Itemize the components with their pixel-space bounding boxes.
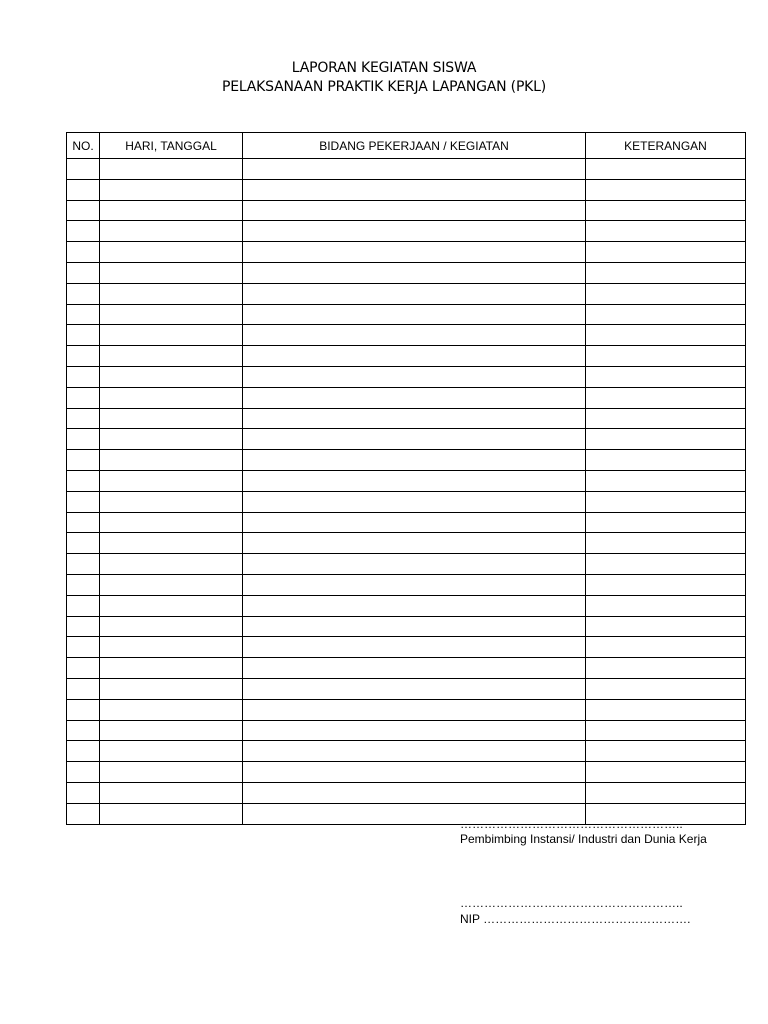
cell-activity xyxy=(243,242,586,263)
cell-no xyxy=(67,450,100,471)
cell-activity xyxy=(243,408,586,429)
table-row xyxy=(67,637,746,658)
table-row xyxy=(67,533,746,554)
cell-no xyxy=(67,678,100,699)
table-row xyxy=(67,200,746,221)
cell-notes xyxy=(586,637,746,658)
cell-date xyxy=(100,678,243,699)
table-row xyxy=(67,512,746,533)
cell-activity xyxy=(243,533,586,554)
cell-date xyxy=(100,574,243,595)
cell-no xyxy=(67,699,100,720)
table-row xyxy=(67,283,746,304)
cell-no xyxy=(67,283,100,304)
cell-date xyxy=(100,720,243,741)
cell-no xyxy=(67,762,100,783)
cell-notes xyxy=(586,346,746,367)
table-row xyxy=(67,346,746,367)
cell-notes xyxy=(586,741,746,762)
cell-date xyxy=(100,616,243,637)
cell-activity xyxy=(243,325,586,346)
table-row xyxy=(67,179,746,200)
cell-notes xyxy=(586,616,746,637)
cell-date xyxy=(100,242,243,263)
cell-activity xyxy=(243,699,586,720)
cell-activity xyxy=(243,304,586,325)
cell-no xyxy=(67,200,100,221)
cell-date xyxy=(100,346,243,367)
cell-date xyxy=(100,408,243,429)
signature-nip: NIP ……………………………………………. xyxy=(460,912,691,926)
cell-activity xyxy=(243,595,586,616)
header-activity: BIDANG PEKERJAAN / KEGIATAN xyxy=(243,133,586,159)
header-date: HARI, TANGGAL xyxy=(100,133,243,159)
cell-date xyxy=(100,325,243,346)
table-row xyxy=(67,616,746,637)
cell-notes xyxy=(586,387,746,408)
cell-date xyxy=(100,262,243,283)
cell-notes xyxy=(586,325,746,346)
cell-notes xyxy=(586,762,746,783)
cell-no xyxy=(67,658,100,679)
cell-date xyxy=(100,159,243,180)
cell-no xyxy=(67,741,100,762)
cell-notes xyxy=(586,366,746,387)
cell-no xyxy=(67,221,100,242)
table-row xyxy=(67,699,746,720)
cell-no xyxy=(67,159,100,180)
signature-second-line: ……………………………………………….. xyxy=(460,896,683,910)
cell-no xyxy=(67,304,100,325)
cell-activity xyxy=(243,159,586,180)
cell-activity xyxy=(243,658,586,679)
cell-notes xyxy=(586,429,746,450)
cell-no xyxy=(67,491,100,512)
cell-date xyxy=(100,366,243,387)
cell-notes xyxy=(586,200,746,221)
cell-date xyxy=(100,470,243,491)
cell-date xyxy=(100,595,243,616)
table-row xyxy=(67,408,746,429)
cell-activity xyxy=(243,450,586,471)
table-row xyxy=(67,554,746,575)
cell-no xyxy=(67,429,100,450)
cell-no xyxy=(67,803,100,824)
table-row xyxy=(67,304,746,325)
cell-date xyxy=(100,387,243,408)
cell-no xyxy=(67,470,100,491)
cell-date xyxy=(100,637,243,658)
cell-date xyxy=(100,512,243,533)
table-body xyxy=(67,159,746,825)
cell-notes xyxy=(586,658,746,679)
table-row xyxy=(67,658,746,679)
cell-activity xyxy=(243,283,586,304)
cell-activity xyxy=(243,512,586,533)
cell-no xyxy=(67,720,100,741)
cell-notes xyxy=(586,242,746,263)
cell-activity xyxy=(243,200,586,221)
cell-date xyxy=(100,429,243,450)
cell-no xyxy=(67,554,100,575)
cell-activity xyxy=(243,678,586,699)
cell-activity xyxy=(243,741,586,762)
report-title: LAPORAN KEGIATAN SISWA xyxy=(291,60,477,76)
cell-activity xyxy=(243,346,586,367)
cell-no xyxy=(67,325,100,346)
cell-activity xyxy=(243,387,586,408)
cell-activity xyxy=(243,221,586,242)
table-row xyxy=(67,262,746,283)
table-row xyxy=(67,366,746,387)
table-row xyxy=(67,221,746,242)
cell-no xyxy=(67,595,100,616)
cell-notes xyxy=(586,554,746,575)
cell-no xyxy=(67,637,100,658)
cell-date xyxy=(100,741,243,762)
table-row xyxy=(67,387,746,408)
cell-activity xyxy=(243,574,586,595)
cell-activity xyxy=(243,470,586,491)
table-row xyxy=(67,574,746,595)
cell-activity xyxy=(243,554,586,575)
cell-date xyxy=(100,554,243,575)
cell-no xyxy=(67,616,100,637)
cell-no xyxy=(67,782,100,803)
cell-activity xyxy=(243,637,586,658)
table-row xyxy=(67,595,746,616)
cell-notes xyxy=(586,450,746,471)
cell-activity xyxy=(243,262,586,283)
activity-log-table xyxy=(66,132,746,825)
table-row xyxy=(67,470,746,491)
cell-notes xyxy=(586,283,746,304)
cell-date xyxy=(100,803,243,824)
table-row xyxy=(67,242,746,263)
cell-activity xyxy=(243,366,586,387)
cell-activity xyxy=(243,616,586,637)
table-row xyxy=(67,741,746,762)
cell-notes xyxy=(586,720,746,741)
table-row xyxy=(67,450,746,471)
cell-no xyxy=(67,574,100,595)
cell-notes xyxy=(586,782,746,803)
cell-notes xyxy=(586,595,746,616)
cell-date xyxy=(100,304,243,325)
cell-date xyxy=(100,762,243,783)
table-row xyxy=(67,720,746,741)
cell-notes xyxy=(586,678,746,699)
cell-notes xyxy=(586,470,746,491)
cell-activity xyxy=(243,429,586,450)
cell-notes xyxy=(586,221,746,242)
signature-name-line: ……………………………………………….. xyxy=(460,817,683,831)
table-row xyxy=(67,782,746,803)
cell-no xyxy=(67,366,100,387)
cell-notes xyxy=(586,179,746,200)
cell-notes xyxy=(586,533,746,554)
table-row xyxy=(67,678,746,699)
cell-activity xyxy=(243,179,586,200)
cell-notes xyxy=(586,262,746,283)
cell-date xyxy=(100,782,243,803)
cell-notes xyxy=(586,699,746,720)
cell-no xyxy=(67,242,100,263)
cell-notes xyxy=(586,304,746,325)
cell-date xyxy=(100,450,243,471)
cell-no xyxy=(67,533,100,554)
cell-date xyxy=(100,283,243,304)
cell-no xyxy=(67,179,100,200)
header-notes: KETERANGAN xyxy=(586,133,746,159)
cell-no xyxy=(67,512,100,533)
cell-notes xyxy=(586,408,746,429)
cell-activity xyxy=(243,762,586,783)
cell-notes xyxy=(586,491,746,512)
header-no: NO. xyxy=(67,133,100,159)
cell-date xyxy=(100,221,243,242)
cell-date xyxy=(100,533,243,554)
table-row xyxy=(67,159,746,180)
cell-notes xyxy=(586,512,746,533)
cell-date xyxy=(100,658,243,679)
table-row xyxy=(67,491,746,512)
cell-date xyxy=(100,699,243,720)
report-subtitle: PELAKSANAAN PRAKTIK KERJA LAPANGAN (PKL) xyxy=(221,79,547,95)
table-row xyxy=(67,429,746,450)
cell-activity xyxy=(243,782,586,803)
cell-date xyxy=(100,179,243,200)
cell-activity xyxy=(243,720,586,741)
table-row xyxy=(67,762,746,783)
cell-no xyxy=(67,262,100,283)
cell-no xyxy=(67,387,100,408)
cell-notes xyxy=(586,159,746,180)
table-header-row xyxy=(67,133,746,159)
cell-notes xyxy=(586,574,746,595)
cell-no xyxy=(67,408,100,429)
cell-date xyxy=(100,491,243,512)
cell-activity xyxy=(243,491,586,512)
table-row xyxy=(67,325,746,346)
cell-date xyxy=(100,200,243,221)
signature-role: Pembimbing Instansi/ Industri dan Dunia Kerja xyxy=(460,832,707,846)
cell-no xyxy=(67,346,100,367)
